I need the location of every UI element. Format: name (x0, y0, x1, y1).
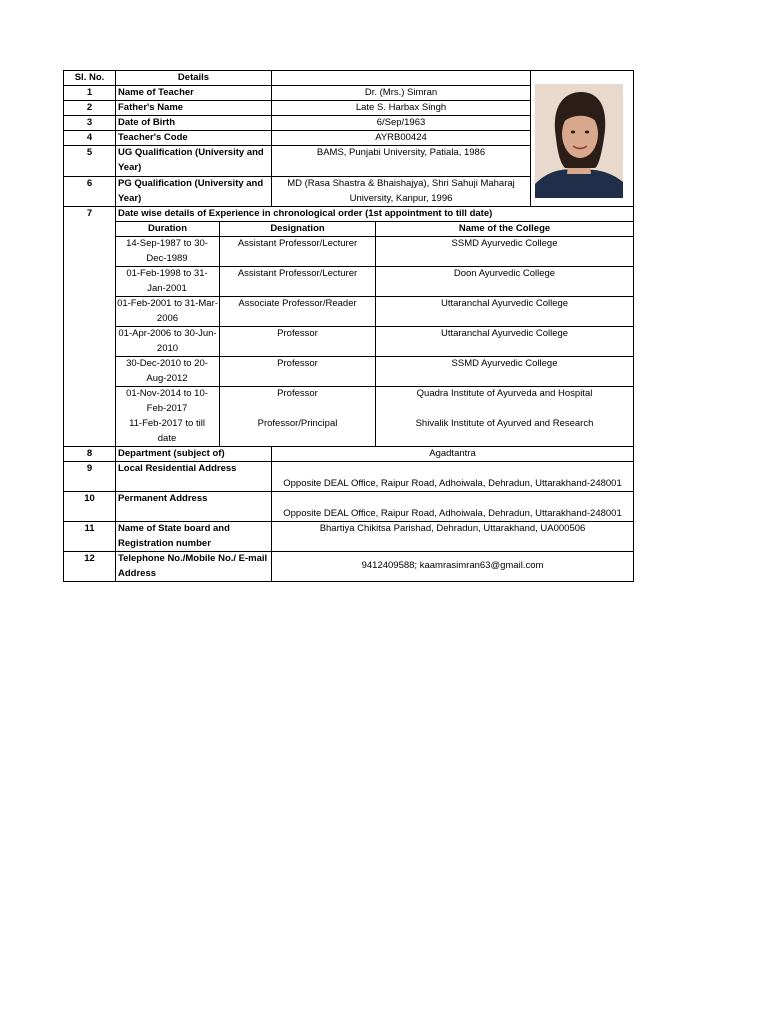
row-number: 3 (86, 117, 93, 128)
experience-designation: Professor/Principal (257, 418, 338, 429)
teacher-photo (535, 84, 623, 198)
header-sl-no: Sl. No. (74, 72, 105, 83)
row-value: AYRB00424 (375, 132, 427, 143)
experience-duration: 01-Apr-2006 to 30-Jun-2010 (118, 328, 217, 354)
experience-college: Quadra Institute of Ayurveda and Hospital (416, 388, 593, 399)
row-label: Permanent Address (118, 493, 208, 504)
experience-designation: Professor (277, 328, 318, 339)
experience-duration: 01-Feb-2001 to 31-Mar-2006 (117, 298, 218, 324)
row-value: Late S. Harbax Singh (355, 102, 447, 113)
experience-designation: Assistant Professor/Lecturer (237, 268, 358, 279)
row-number: 2 (86, 102, 93, 113)
row-value: Agadtantra (429, 448, 476, 459)
experience-duration: 01-Feb-1998 to 31-Jan-2001 (126, 268, 208, 294)
experience-duration: 11-Feb-2017 to till date (129, 418, 205, 444)
row-label: Telephone No./Mobile No./ E-mail Address (118, 553, 268, 579)
row-label: Father's Name (118, 102, 184, 113)
column-header-college: Name of the College (458, 223, 551, 234)
row-label: PG Qualification (University and Year) (118, 178, 264, 204)
column-header-designation: Designation (270, 223, 325, 234)
experience-college: Doon Ayurvedic College (453, 268, 556, 279)
row-value: 9412409588; kaamrasimran63@gmail.com (361, 560, 544, 571)
row-value: MD (Rasa Shastra & Bhaishajya), Shri Sahuji Maharaj University, Kanpur, 1996 (287, 178, 515, 204)
experience-title: Date wise details of Experience in chronological order (1st appointment to till date) (118, 208, 493, 219)
grid-line (530, 70, 531, 206)
row-label: UG Qualification (University and Year) (118, 147, 264, 173)
column-header-duration: Duration (147, 223, 188, 234)
row-value: Opposite DEAL Office, Raipur Road, Adhoiwala, Dehradun, Uttarakhand-248001 (283, 478, 622, 489)
header-details: Details (177, 72, 210, 83)
experience-college: SSMD Ayurvedic College (451, 238, 558, 249)
row-number: 12 (84, 553, 95, 564)
row-number: 1 (86, 87, 93, 98)
row-label: Teacher's Code (118, 132, 188, 143)
row-label: Name of State board and Registration number (118, 523, 230, 549)
row-number: 5 (86, 147, 93, 158)
experience-designation: Assistant Professor/Lecturer (237, 238, 358, 249)
grid-line (633, 70, 634, 582)
row-number: 9 (86, 463, 93, 474)
row-number: 11 (84, 523, 95, 534)
row-label: Date of Birth (118, 117, 175, 128)
row-value: Bhartiya Chikitsa Parishad, Dehradun, Uttarakhand, UA000506 (319, 523, 586, 534)
row-number: 10 (84, 493, 95, 504)
grid-line (115, 70, 116, 582)
experience-designation: Associate Professor/Reader (238, 298, 357, 309)
row-label: Name of Teacher (118, 87, 194, 98)
row-label: Local Residential Address (118, 463, 237, 474)
row-value: 6/Sep/1963 (376, 117, 426, 128)
experience-designation: Professor (277, 358, 318, 369)
row-number: 7 (86, 208, 93, 219)
row-number: 4 (86, 132, 93, 143)
row-number: 8 (86, 448, 93, 459)
teacher-details-table (63, 70, 634, 582)
experience-duration: 01-Nov-2014 to 10-Feb-2017 (126, 388, 208, 414)
row-label: Department (subject of) (118, 448, 225, 459)
row-value: Dr. (Mrs.) Simran (364, 87, 438, 98)
row-number: 6 (86, 178, 93, 189)
experience-college: Shivalik Institute of Ayurved and Research (415, 418, 594, 429)
experience-duration: 14-Sep-1987 to 30-Dec-1989 (126, 238, 208, 264)
grid-line (63, 581, 634, 582)
experience-college: Uttaranchal Ayurvedic College (440, 328, 569, 339)
row-value: BAMS, Punjabi University, Patiala, 1986 (316, 147, 486, 158)
experience-designation: Professor (277, 388, 318, 399)
experience-college: Uttaranchal Ayurvedic College (440, 298, 569, 309)
experience-duration: 30-Dec-2010 to 20-Aug-2012 (126, 358, 208, 384)
experience-college: SSMD Ayurvedic College (451, 358, 558, 369)
row-value: Opposite DEAL Office, Raipur Road, Adhoiwala, Dehradun, Uttarakhand-248001 (283, 508, 622, 519)
